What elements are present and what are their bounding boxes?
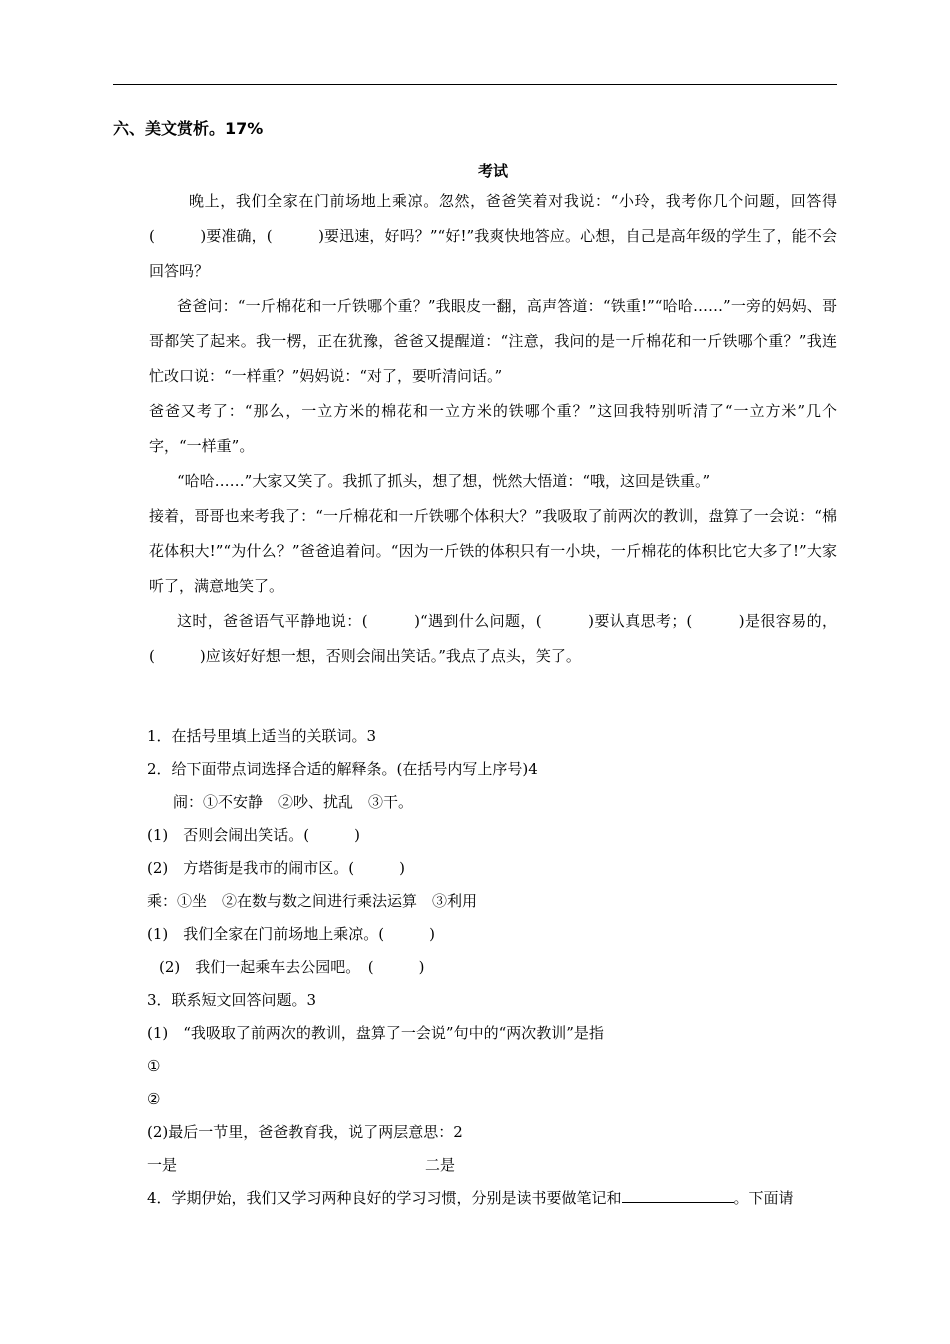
section-header <box>113 118 837 140</box>
question-4 <box>147 1182 837 1215</box>
question-3: 3．联系短文回答问题。3 <box>147 991 317 1009</box>
article <box>149 160 837 674</box>
question-3-part-1-answer-a: ① <box>147 1057 161 1075</box>
question-2-nao-item-2: (2) 方塔街是我市的闹市区。( ) <box>147 859 405 877</box>
question-2-nao-definitions: 闹：①不安静 ②吵、扰乱 ③干。 <box>173 793 414 811</box>
question-3-part-1-answer-b: ② <box>147 1090 161 1108</box>
article-paragraph-2: 爸爸问：“一斤棉花和一斤铁哪个重？”我眼皮一翻，高声答道：“铁重!”“哈哈……”一旁的妈妈、哥哥都笑了起来。我一楞，正在犹豫，爸爸又提醒道：“注意，我问的是一斤棉花和一斤铁哪个重？”我连忙改口说：“一样重？”妈妈说：“对了，要听清问话。” <box>149 297 837 385</box>
question-3-part-2-second: 二是 <box>425 1156 456 1174</box>
question-2-cheng-item-1: (1) 我们全家在门前场地上乘凉。( ) <box>147 925 435 943</box>
question-2-cheng-item-2: (2) 我们一起乘车去公园吧。 ( ) <box>159 958 425 976</box>
question-2-cheng-definitions: 乘：①坐 ②在数与数之间进行乘法运算 ③利用 <box>147 892 478 910</box>
question-3-part-2-first: 一是 <box>147 1156 178 1174</box>
questions <box>147 720 837 1215</box>
question-1: 1．在括号里填上适当的关联词。3 <box>147 727 377 745</box>
article-paragraph-5: 接着，哥哥也来考我了：“一斤棉花和一斤铁哪个体积大？”我吸取了前两次的教训，盘算了一会说：“棉花体积大!”“为什么？”爸爸追着问。“因为一斤铁的体积只有一小块，一斤棉花的体积比它大多了!”大家听了，满意地笑了。 <box>149 507 837 595</box>
header-rule <box>113 84 837 85</box>
article-paragraph-1: 晚上，我们全家在门前场地上乘凉。忽然，爸爸笑着对我说：“小玲，我考你几个问题，回答得( )要准确，( )要迅速，好吗？”“好!”我爽快地答应。心想，自己是高年级的学生了，能不会回答吗？ <box>149 192 837 280</box>
question-4-text-after: 。下面请 <box>733 1189 794 1207</box>
article-title: 考试 <box>477 162 508 180</box>
question-3-part-1: (1) “我吸取了前两次的教训，盘算了一会说”句中的“两次教训”是指 <box>147 1024 604 1042</box>
question-3-part-2: (2)最后一节里，爸爸教育我，说了两层意思：2 <box>147 1123 463 1141</box>
section-title: 六、美文赏析。17% <box>113 119 264 138</box>
article-paragraph-4: “哈哈……”大家又笑了。我抓了抓头，想了想，恍然大悟道：“哦，这回是铁重。” <box>177 472 711 490</box>
question-2: 2．给下面带点词选择合适的解释条。(在括号内写上序号)4 <box>147 760 538 778</box>
question-2-nao-item-1: (1) 否则会闹出笑话。( ) <box>147 826 360 844</box>
question-4-text-before: 4．学期伊始，我们又学习两种良好的学习习惯，分别是读书要做笔记和 <box>147 1189 622 1207</box>
question-3-part-2-answers <box>147 1149 837 1182</box>
question-4-blank <box>622 1188 734 1203</box>
article-paragraph-3: 爸爸又考了：“那么，一立方米的棉花和一立方米的铁哪个重？”这回我特别听清了“一立方米”几个字，“一样重”。 <box>149 402 837 455</box>
article-paragraph-6: 这时，爸爸语气平静地说：( )“遇到什么问题，( )要认真思考；( )是很容易的，( )应该好好想一想，否则会闹出笑话。”我点了点头，笑了。 <box>149 612 837 665</box>
